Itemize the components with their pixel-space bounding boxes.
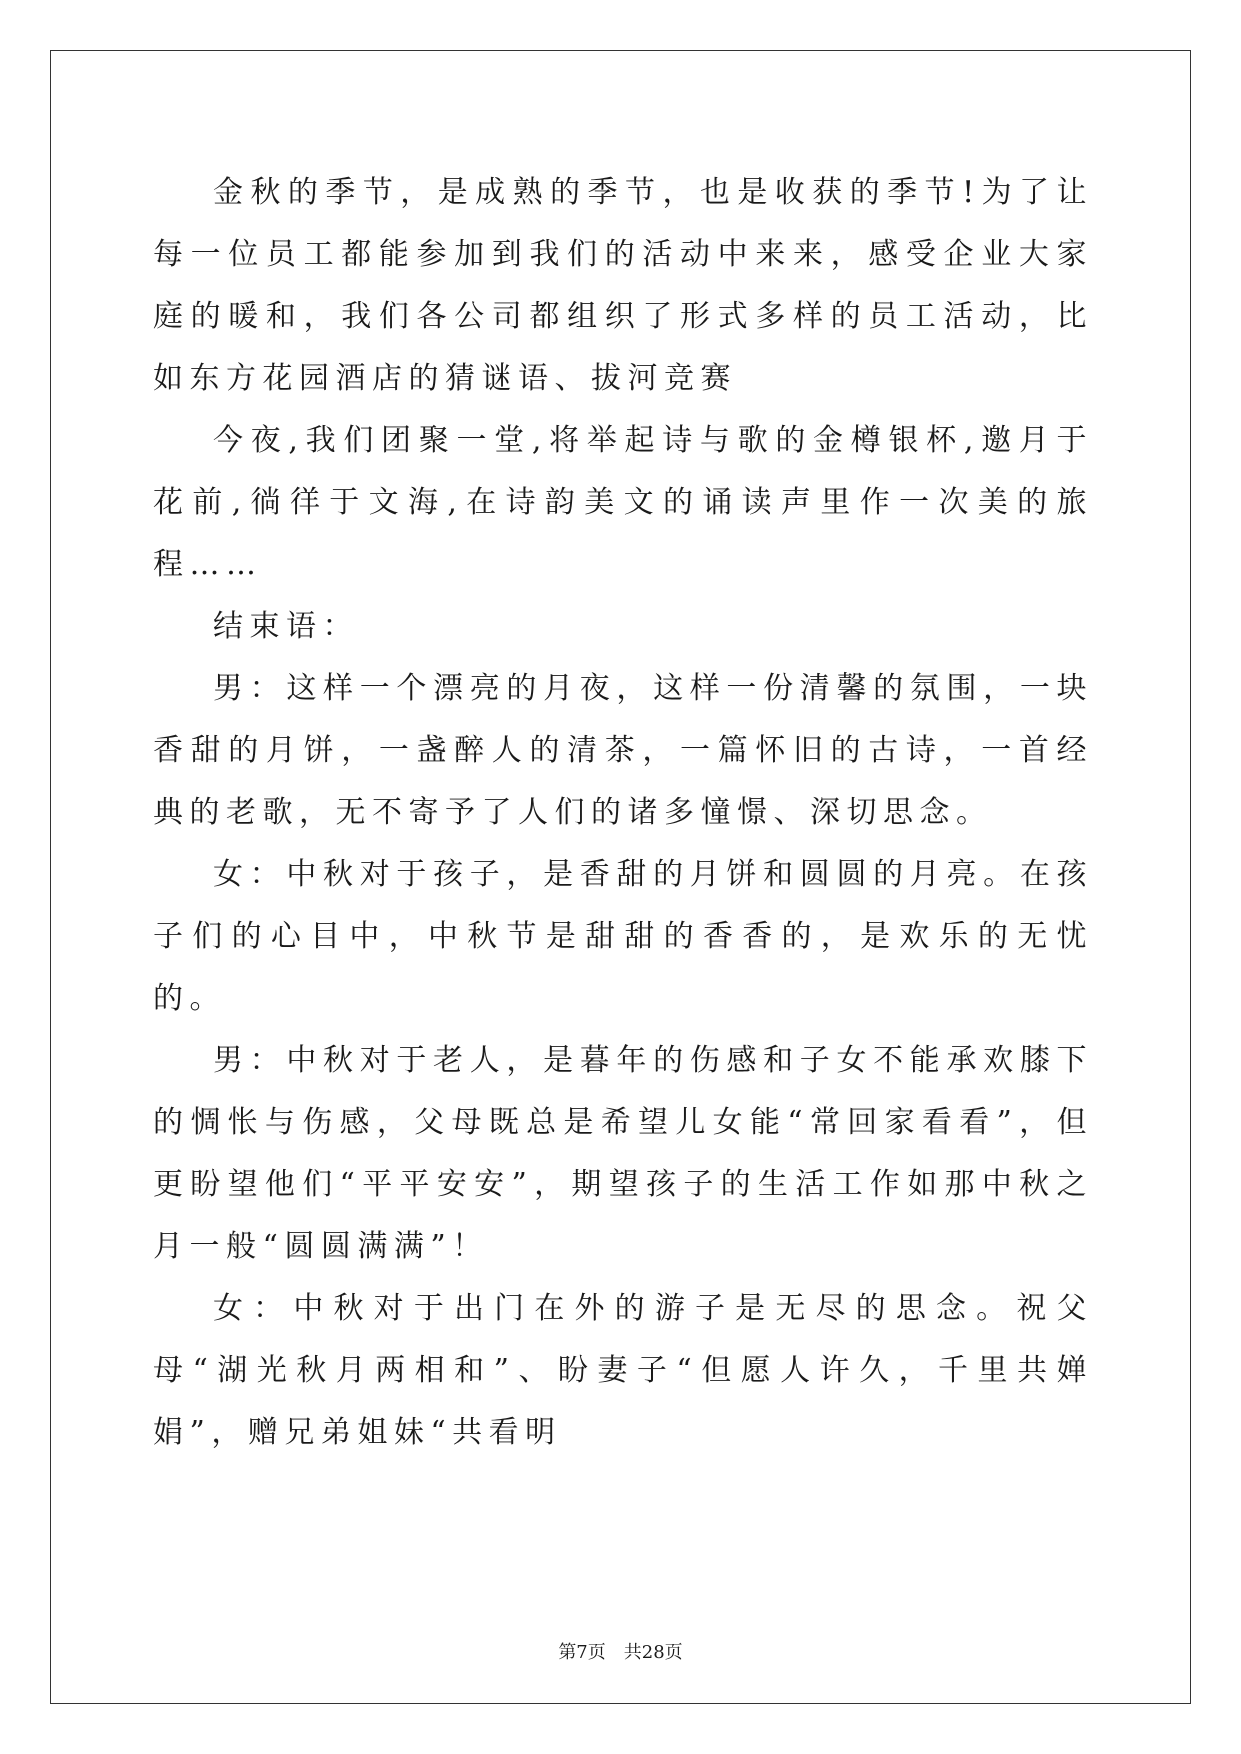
paragraph: 男：这样一个漂亮的月夜，这样一份清馨的氛围，一块香甜的月饼，一盏醉人的清茶，一篇怀旧的古诗，一首经典的老歌，无不寄予了人们的诸多憧憬、深切思念。 [153, 671, 1093, 830]
paragraph: 金秋的季节，是成熟的季节，也是收获的季节!为了让每一位员工都能参加到我们的活动中来来，感受企业大家庭的暖和，我们各公司都组织了形式多样的员工活动，比如东方花园酒店的猜谜语、拔河竞赛 [153, 175, 1093, 396]
document-body [153, 162, 1093, 1464]
paragraph: 今夜,我们团聚一堂,将举起诗与歌的金樽银杯,邀月于花前,徜徉于文海,在诗韵美文的诵读声里作一次美的旅程…… [153, 423, 1093, 582]
paragraph: 结束语： [213, 609, 359, 644]
page-number: 第7页 [558, 1642, 606, 1663]
page-total: 共28页 [623, 1642, 683, 1663]
page-footer [0, 1638, 1241, 1664]
paragraph: 女：中秋对于孩子，是香甜的月饼和圆圆的月亮。在孩子们的心目中，中秋节是甜甜的香香的，是欢乐的无忧的。 [153, 857, 1093, 1016]
paragraph: 女：中秋对于出门在外的游子是无尽的思念。祝父母“湖光秋月两相和”、盼妻子“但愿人许久，千里共婵娟”，赠兄弟姐妹“共看明 [153, 1291, 1093, 1450]
paragraph: 男：中秋对于老人，是暮年的伤感和子女不能承欢膝下的惆怅与伤感，父母既总是希望儿女能“常回家看看”，但更盼望他们“平平安安”，期望孩子的生活工作如那中秋之月一般“圆圆满满”！ [153, 1043, 1093, 1264]
